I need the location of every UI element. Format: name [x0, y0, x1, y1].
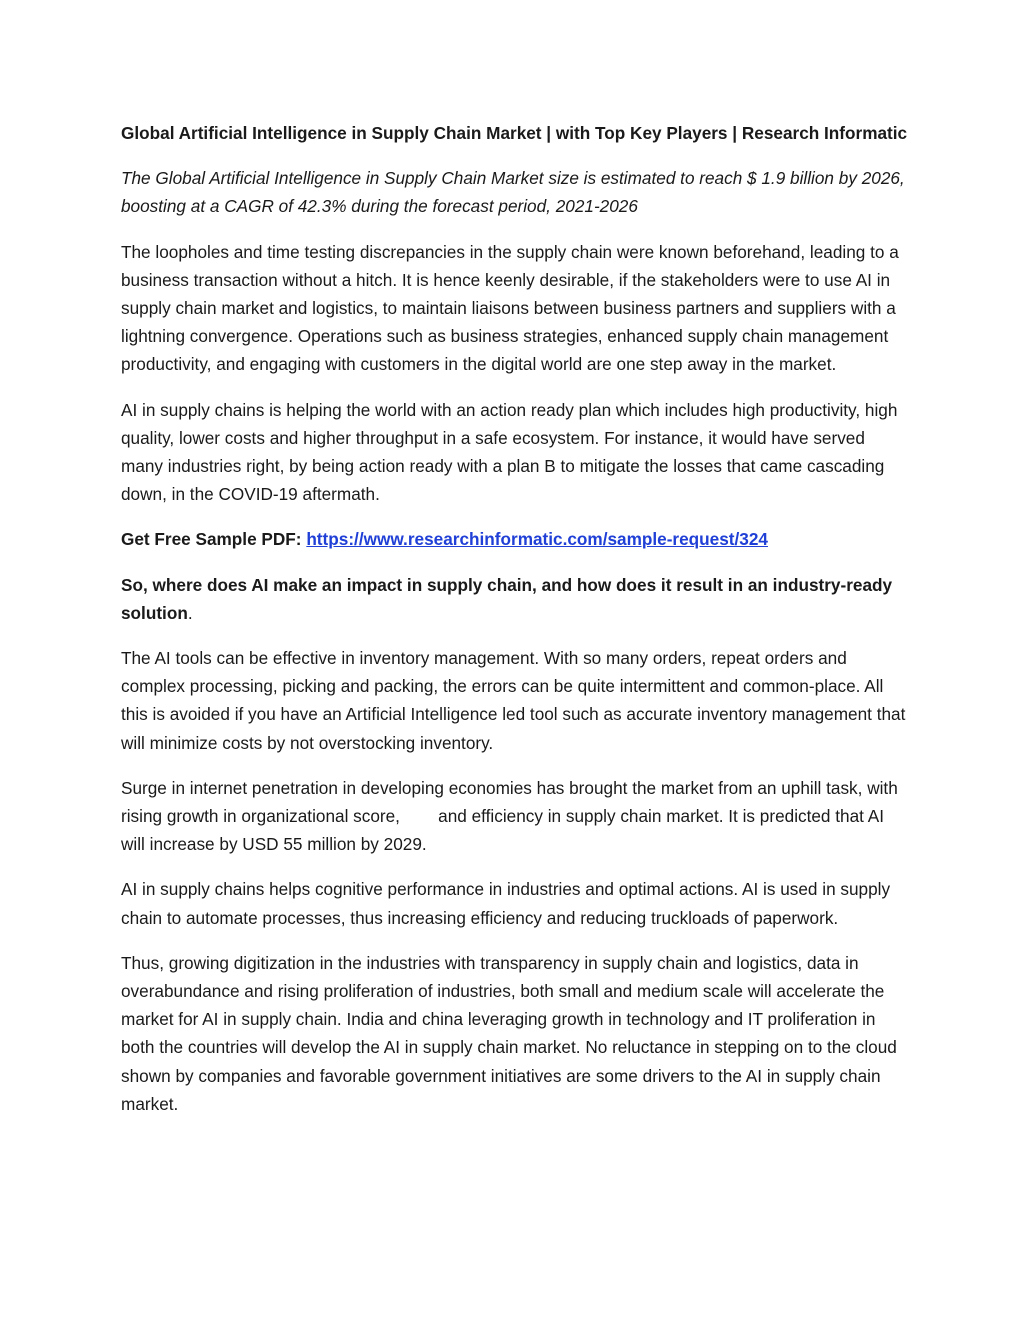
- sample-request-link[interactable]: https://www.researchinformatic.com/sample-request/324: [306, 529, 768, 550]
- paragraph-inventory: The AI tools can be effective in inventory management. With so many orders, repeat orders and complex processing, picking and packing, the errors can be quite intermittent and common-place. All this is avoided if you have an Artificial Intelligence led tool such as accurate inventory management that will minimize costs by not overstocking inventory.: [121, 648, 906, 753]
- question-period: .: [187, 602, 193, 623]
- sample-pdf-label: Get Free Sample PDF:: [121, 529, 302, 550]
- lead-paragraph: The Global Artificial Intelligence in Supply Chain Market size is estimated to reach $ 1.9 billion by 2026, boosting at a CAGR of 42.3% during the forecast period, 2021-2026: [121, 168, 905, 217]
- document-title: Global Artificial Intelligence in Supply Chain Market | with Top Key Players | Research Informatic: [121, 123, 908, 143]
- paragraph-loopholes: The loopholes and time testing discrepancies in the supply chain were known beforehand, leading to a business transaction without a hitch. It is hence keenly desirable, if the stakeholders were to use AI in supply chain market and logistics, to maintain liaisons between business partners and suppliers with a lightning convergence. Operations such as business strategies, enhanced supply chain management productivity, and engaging with customers in the digital world are one step away in the market.: [121, 241, 899, 375]
- document-page: [121, 119, 911, 1135]
- question-line: [121, 571, 911, 627]
- sample-pdf-line: [121, 525, 911, 553]
- paragraph-internet-penetration: Surge in internet penetration in developing economies has brought the market from an uphill task, with rising growth in organizational score, and efficiency in supply chain market. It is predicted that AI will increase by USD 55 million by 2029.: [121, 777, 903, 855]
- question-heading: So, where does AI make an impact in supply chain, and how does it result in an industry-ready solution: [121, 574, 893, 623]
- paragraph-digitization: Thus, growing digitization in the industries with transparency in supply chain and logistics, data in overabundance and rising proliferation of industries, both small and medium scale will accelerate the market for AI in supply chain. India and china leveraging growth in technology and IT proliferation in both the countries will develop the AI in supply chain market. No reluctance in stepping on to the cloud shown by companies and favorable government initiatives are some drivers to the AI in supply chain market.: [121, 952, 897, 1114]
- paragraph-cognitive: AI in supply chains helps cognitive performance in industries and optimal actions. AI is used in supply chain to automate processes, thus increasing efficiency and reducing truckloads of paperwork.: [121, 879, 891, 928]
- paragraph-ai-helping: AI in supply chains is helping the world with an action ready plan which includes high productivity, high quality, lower costs and higher throughput in a safe ecosystem. For instance, it would have served many industries right, by being action ready with a plan B to mitigate the losses that came cascading down, in the COVID-19 aftermath.: [121, 399, 898, 505]
